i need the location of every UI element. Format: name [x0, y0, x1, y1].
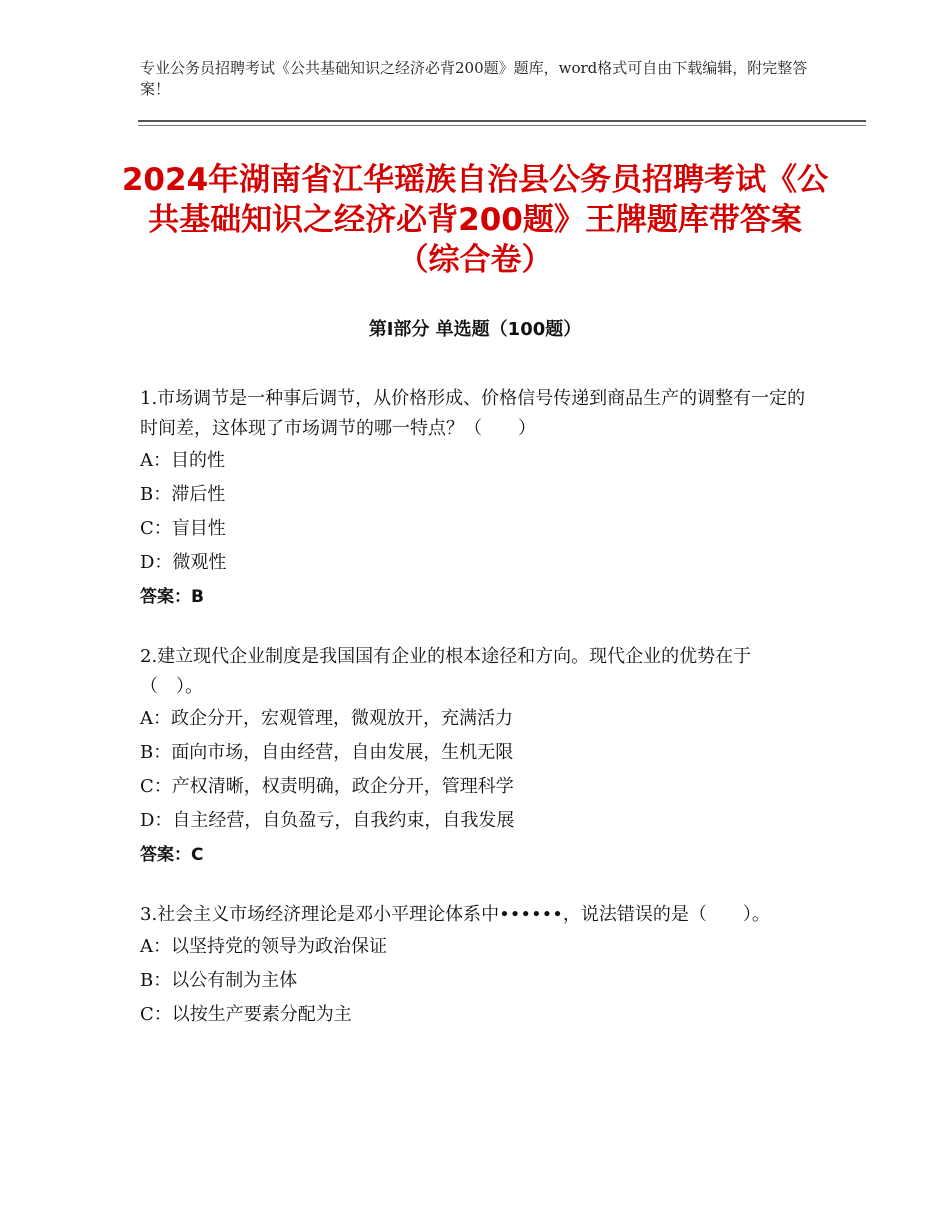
option-c: C：产权清晰，权责明确，政企分开，管理科学 — [140, 776, 514, 797]
question-1 — [140, 384, 810, 614]
question-3 — [140, 900, 810, 1032]
option-a: A：政企分开，宏观管理，微观放开，充满活力 — [140, 708, 513, 729]
option-b: B：面向市场，自由经营，自由发展，生机无限 — [140, 742, 514, 763]
header-note: 专业公务员招聘考试《公共基础知识之经济必背200题》题库，word格式可自由下载编辑，附完整答案！ — [140, 59, 808, 98]
document-title: 2024年湖南省江华瑶族自治县公务员招聘考试《公共基础知识之经济必背200题》王牌题库带答案（综合卷） — [121, 162, 829, 278]
question-list — [140, 384, 810, 1060]
option-c: C：以按生产要素分配为主 — [140, 1004, 352, 1025]
option-b: B：滞后性 — [140, 484, 226, 505]
section-title: 第Ⅰ部分 单选题（100题） — [368, 319, 582, 340]
question-stem: 2.建立现代企业制度是我国国有企业的根本途径和方向。现代企业的优势在于（ ）。 — [140, 646, 752, 697]
answer: 答案：B — [140, 587, 204, 607]
option-d: D：微观性 — [140, 552, 227, 573]
option-c: C：盲目性 — [140, 518, 226, 539]
question-stem: 1.市场调节是一种事后调节，从价格形成、价格信号传递到商品生产的调整有一定的时间差，这体现了市场调节的哪一特点？（ ） — [140, 388, 806, 439]
option-a: A：目的性 — [140, 450, 225, 471]
header-divider-thin — [138, 125, 866, 126]
header-divider-thick — [138, 120, 866, 122]
answer: 答案：C — [140, 845, 204, 865]
question-stem: 3.社会主义市场经济理论是邓小平理论体系中••••••，说法错误的是（ ）。 — [140, 904, 770, 925]
option-d: D：自主经营，自负盈亏，自我约束，自我发展 — [140, 810, 515, 831]
question-2 — [140, 642, 810, 872]
option-b: B：以公有制为主体 — [140, 970, 298, 991]
option-a: A：以坚持党的领导为政治保证 — [140, 936, 387, 957]
